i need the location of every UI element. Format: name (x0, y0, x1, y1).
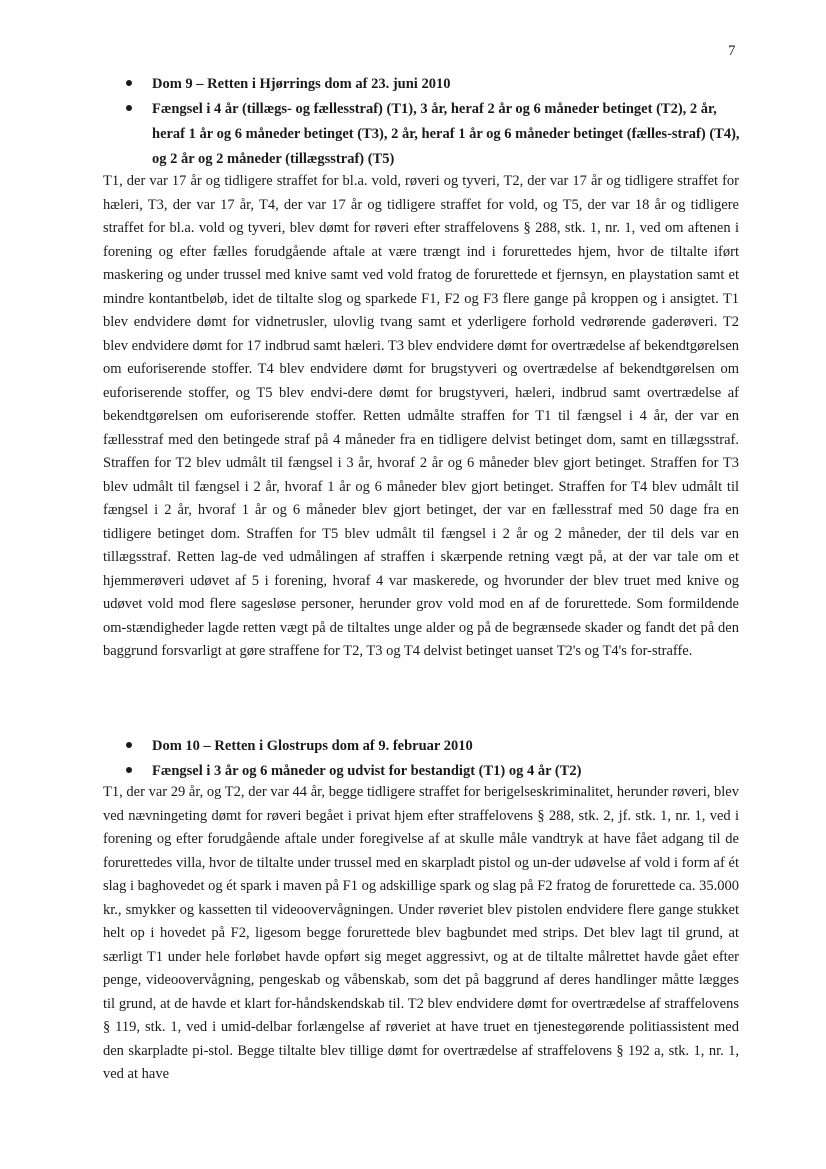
case-body: T1, der var 29 år, og T2, der var 44 år, begge tidligere straffet for berigelseskriminalitet, herunder røveri, blev ved nævningeting dømt for røveri begået i privat hjem efter straffelovens § 288, stk. 2, jf. stk. 1, nr. 1, ved i forening og efter forudgående aftale under foregivelse af at skulle måle vandtryk at have fået adgang til de forurettedes villa, hvor de tiltalte under trussel med en skarpladt pistol og un-der udøvelse af vold i form af ét slag i baghovedet og ét spark i maven på F1 og adskillige spark og slag på F2 fratog de forurettede ca. 35.000 kr., smykker og kassetten til videoovervågningen. Under røveriet blev pistolen endvidere flere gange stukket helt op i hovedet på F2, ligesom begge forurettede blev bagbundet med strips. Det blev lagt til grund, at særligt T1 under hele forløbet havde opført sig meget aggressivt, og at de tiltalte målrettet havde gået efter penge, videoovervågning, pengeskab og våbenskab, som det på baggrund af deres handlinger måtte lægges til grund, at de havde et klart for-håndskendskab til. T2 blev endvidere dømt for overtrædelse af straffelovens § 119, stk. 1, ved i umid-delbar forlængelse af røveriet at have truet en tjenestegørende politiassistent med den skarpladte pi-stol. Begge tiltalte blev tillige dømt for overtrædelse af straffelovens § 192 a, stk. 1, nr. 1, ved at have (103, 784, 739, 1082)
bullet-icon (126, 80, 132, 86)
sentence-summary: Fængsel i 3 år og 6 måneder og udvist for bestandigt (T1) og 4 år (T2) (152, 763, 582, 779)
case-body: T1, der var 17 år og tidligere straffet for bl.a. vold, røveri og tyveri, T2, der var 17 år og tidligere straffet for hæleri, T3, der var 17 år, T4, der var 17 år og tidligere straffet for vold, og T5, der var 18 år og tidligere straffet for bl.a. vold og tyveri, blev dømt for røveri efter straffelovens § 288, stk. 1, nr. 1, ved om aftenen i forening og efter fælles forudgående aftale at være trængt ind i forurettedes hjem, hvor de tiltalte iført maskering og under trussel med knive samt ved vold fratog de forurettede et fjernsyn, en playstation samt et mindre kontantbeløb, idet de tiltalte slog og sparkede F1, F2 og F3 flere gange på kroppen og i ansigtet. T1 blev endvidere dømt for vidnetrusler, ulovlig tvang samt et yderligere forhold vedrørende gaderøveri. T2 blev endvidere dømt for 17 indbrud samt hæleri. T3 blev endvidere dømt for overtrædelse af bekendtgørelsen om euforiserende stoffer. T4 blev endvidere dømt for brugstyveri og overtrædelse af bekendtgørelsen om euforiserende stoffer, og T5 blev endvi-dere dømt for brugstyveri, hæleri, indbrud samt overtrædelse af bekendtgørelsen om euforiserende stoffer. Retten udmålte straffen for T1 til fængsel i 4 år, der var en fællesstraf med den betingede straf på 4 måneder fra en tidligere delvist betinget dom, samt en tillægsstraf. Straffen for T2 blev udmålt til fængsel i 3 år, hvoraf 2 år og 6 måneder blev gjort betinget. Straffen for T3 blev udmålt til fængsel i 2 år, hvoraf 1 år og 6 måneder blev gjort betinget. Straffen for T4 blev udmålt til fængsel i 2 år, hvoraf 1 år og 6 måneder blev gjort betinget, der var en fællesstraf med 50 dage fra en tidligere betinget dom. Straffen for T5 blev udmålt til fængsel i 2 år og 2 måneder, der til dels var en tillægsstraf. Retten lag-de ved udmålingen af straffen i skærpende retning vægt på, at der var tale om et hjemmerøveri udøvet af 5 i forening, hvoraf 4 var maskerede, og hvorunder der blev truet med knive og udøvet vold mod flere sagesløse personer, herunder grov vold mod en af de forurettede. Som formildende om-stændigheder lagde retten vægt på de tiltaltes unge alder og på de begrænsede skader og fandt det på den baggrund forsvarligt at gøre straffene for T2, T3 og T4 delvist betinget uanset T2's og T4's for-straffe. (103, 173, 739, 659)
sentence-summary: Fængsel i 4 år (tillægs- og fællesstraf) (T1), 3 år, heraf 2 år og 6 måneder betinget (T2), 2 år, heraf 1 år og 6 måneder betinget (T3), 2 år, heraf 1 år og 6 måneder betinget (fælles-straf) (T4), og 2 år og 2 måneder (tillægsstraf) (T5) (152, 101, 740, 167)
case-heading: Dom 10 – Retten i Glostrups dom af 9. februar 2010 (152, 738, 473, 754)
bullet-icon (126, 105, 132, 111)
bullet-icon (126, 742, 132, 748)
case-heading: Dom 9 – Retten i Hjørrings dom af 23. juni 2010 (152, 76, 451, 92)
page-number: 7 (728, 43, 736, 59)
bullet-icon (126, 767, 132, 773)
